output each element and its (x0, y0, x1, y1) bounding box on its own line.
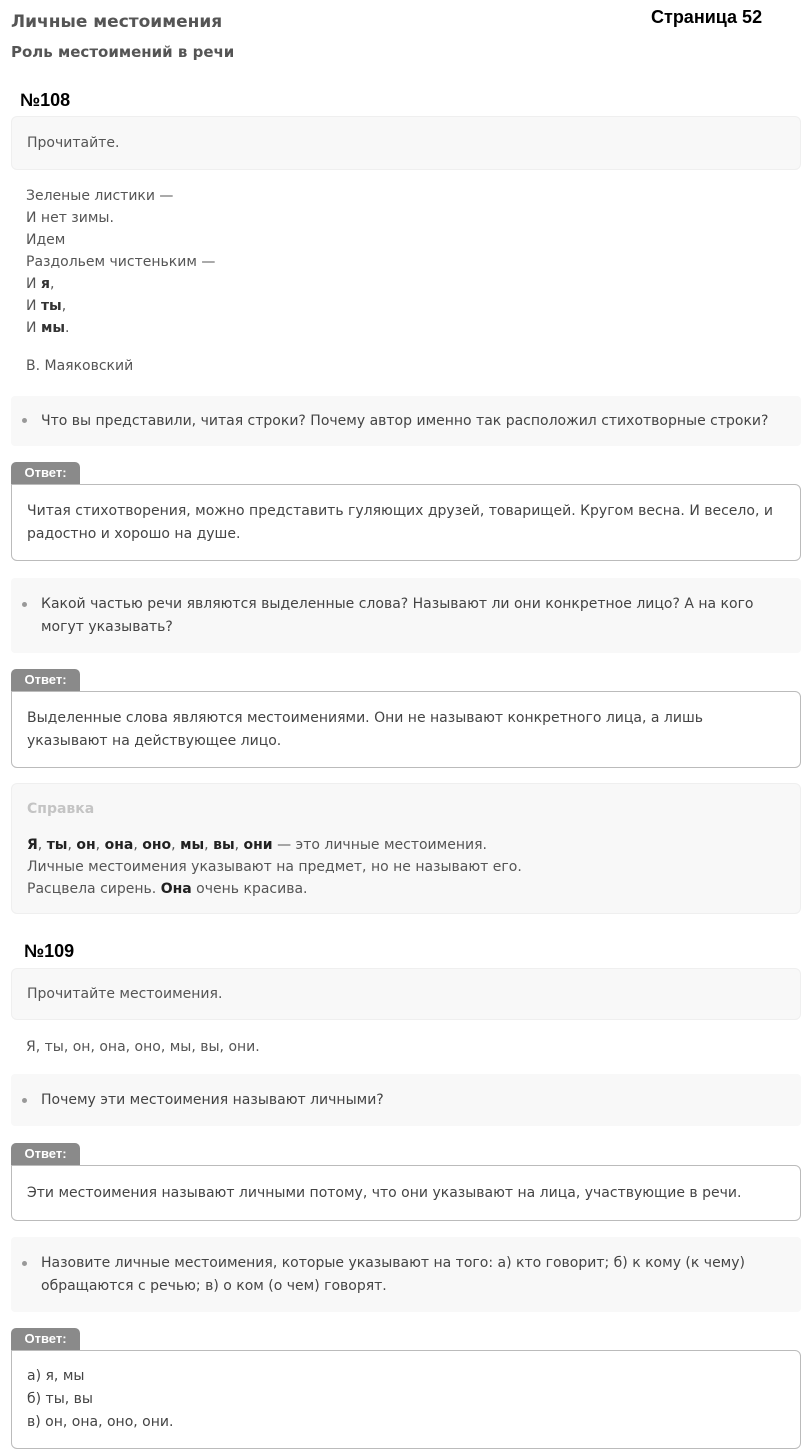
poem-line: И ты, (26, 298, 67, 314)
poem-line: Зеленые листики — (26, 188, 174, 204)
answer-line: б) ты, вы (27, 1391, 93, 1407)
question-box (11, 1074, 801, 1126)
answer-box (11, 1350, 801, 1449)
poem-line: И нет зимы. (26, 210, 114, 226)
pronoun: ты (46, 837, 68, 853)
bullet-icon (22, 1261, 27, 1266)
highlighted-word: Она (160, 881, 192, 897)
answer-label: Ответ: (11, 462, 80, 484)
answer-label: Ответ: (11, 1143, 80, 1165)
answer-text: Эти местоимения называют личными потому, что они указывают на лица, участвующие в речи. (27, 1184, 742, 1201)
page-subtitle: Роль местоимений в речи (11, 43, 235, 61)
poem-line: И я, (26, 276, 55, 292)
pronoun: он (76, 837, 96, 853)
question-text: Почему эти местоимения называют личными? (41, 1091, 384, 1108)
answer-line: а) я, мы (27, 1368, 85, 1384)
answer-box (11, 691, 801, 768)
task-text: Прочитайте. (27, 135, 120, 151)
pronoun: они (243, 837, 273, 853)
reference-title: Справка (27, 801, 95, 817)
reference-line: Расцвела сирень. Она очень красива. (27, 881, 308, 897)
pronoun: оно (142, 837, 172, 853)
question-box (11, 396, 801, 446)
answer-text: Читая стихотворения, можно представить гуляющих друзей, товарищей. Кругом весна. И весело, и радостно и хорошо на душе. (27, 502, 773, 542)
page-title: Личные местоимения (11, 12, 223, 32)
highlighted-word: я (40, 276, 50, 292)
highlighted-word: мы (40, 320, 66, 336)
highlighted-word: ты (40, 298, 62, 314)
pronoun-list: Я, ты, он, она, оно, мы, вы, они. (26, 1039, 260, 1055)
bullet-icon (22, 1098, 27, 1103)
exercise-number-109: №109 (24, 941, 75, 961)
task-box-108 (11, 116, 801, 170)
question-box (11, 1237, 801, 1312)
reference-line: Личные местоимения указывают на предмет, но не называют его. (27, 859, 522, 875)
reference-line: Я, ты, он, она, оно, мы, вы, они — это личные местоимения. (27, 837, 487, 853)
pronoun: вы (213, 837, 235, 853)
poem (26, 185, 215, 339)
answer-label: Ответ: (11, 1328, 80, 1350)
poem-line: Идем (26, 232, 66, 248)
task-box-109 (11, 968, 801, 1020)
answer-box (11, 484, 801, 561)
bullet-icon (22, 418, 27, 423)
pronoun: Я (27, 837, 38, 853)
question-text: Что вы представили, читая строки? Почему автор именно так расположил стихотворные строки? (41, 412, 769, 429)
poem-line: И мы. (26, 320, 70, 336)
answer-text: Выделенные слова являются местоимениями. Они не называют конкретного лица, а лишь указывают на действующее лицо. (27, 709, 704, 749)
poem-line: Раздольем чистеньким — (26, 254, 216, 270)
pronoun: мы (180, 837, 205, 853)
bullet-icon (22, 602, 27, 607)
pronoun: она (104, 837, 134, 853)
question-box (11, 578, 801, 653)
question-text: Назовите личные местоимения, которые указывают на того: а) кто говорит; б) к кому (к чему) обращаются с речью; в) о ком (о чем) говорят. (41, 1254, 745, 1294)
question-text: Какой частью речи являются выделенные слова? Называют ли они конкретное лицо? А на кого могут указывать? (41, 595, 754, 635)
exercise-number-108: №108 (20, 90, 71, 110)
reference-box (11, 783, 801, 914)
answer-line: в) он, она, оно, они. (27, 1414, 174, 1430)
poem-author: В. Маяковский (26, 358, 134, 374)
answer-box (11, 1165, 801, 1221)
task-text: Прочитайте местоимения. (27, 986, 223, 1002)
answer-label: Ответ: (11, 669, 80, 691)
page-number: Страница 52 (651, 7, 763, 27)
